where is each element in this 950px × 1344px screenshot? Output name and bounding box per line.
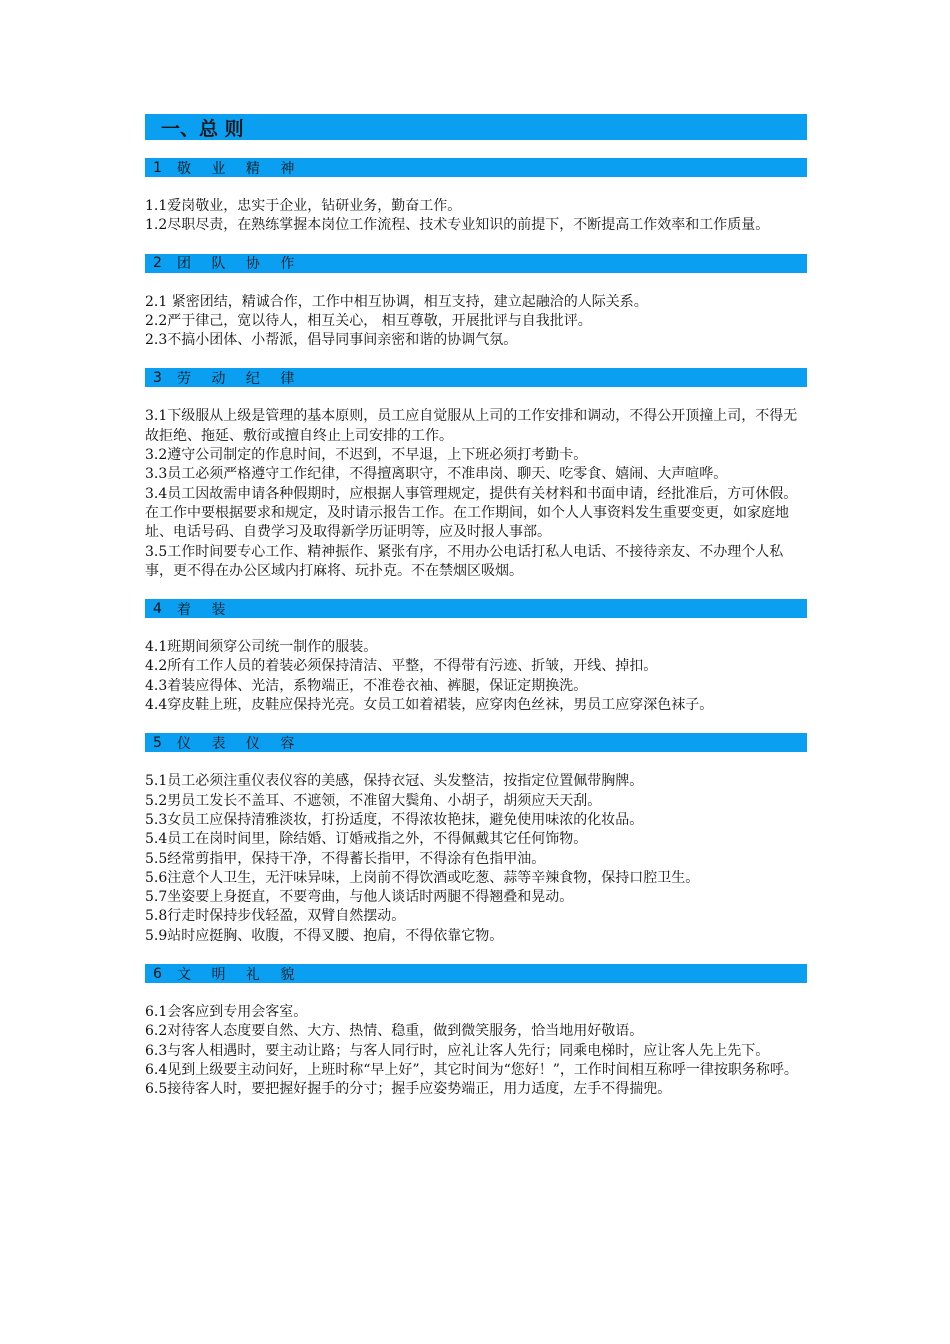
list-item: 1.2尽职尽责，在熟练掌握本岗位工作流程、技术专业知识的前提下，不断提高工作效率和工作质量。 bbox=[145, 217, 770, 234]
list-item: 2.1 紧密团结，精诚合作，工作中相互协调，相互支持，建立起融洽的人际关系。 bbox=[145, 293, 648, 310]
list-item: 6.5接待客人时，要把握好握手的分寸；握手应姿势端正，用力适度，左手不得揣兜。 bbox=[145, 1081, 672, 1098]
section-items bbox=[145, 638, 807, 715]
list-item: 6.1会客应到专用会客室。 bbox=[145, 1004, 308, 1021]
document-page bbox=[145, 114, 807, 1118]
list-item: 3.4员工因故需申请各种假期时，应根据人事管理规定，提供有关材料和书面申请，经批准后，方可休假。在工作中要根据要求和规定，及时请示报告工作。在工作期间，如个人人事资料发生重要变更，如家庭地址、电话号码、自费学习及取得新学历证明等，应及时报人事部。 bbox=[145, 485, 798, 541]
section-header bbox=[145, 254, 807, 273]
list-item: 4.3着装应得体、光洁，系物端正，不准卷衣袖、裤腿，保证定期换洗。 bbox=[145, 677, 588, 694]
section-number: 4 bbox=[153, 600, 162, 617]
section-items bbox=[145, 772, 807, 946]
list-item: 2.2严于律己，宽以待人，相互关心， 相互尊敬，开展批评与自我批评。 bbox=[145, 312, 592, 329]
section-number: 1 bbox=[153, 159, 162, 176]
section-title: 敬 业 精 神 bbox=[177, 160, 303, 177]
list-item: 5.2男员工发长不盖耳、不遮领，不准留大鬓角、小胡子，胡须应天天刮。 bbox=[145, 792, 602, 809]
list-item: 5.7坐姿要上身挺直，不要弯曲，与他人谈话时两腿不得翘叠和晃动。 bbox=[145, 889, 574, 906]
list-item: 5.5经常剪指甲，保持干净，不得蓄长指甲，不得涂有色指甲油。 bbox=[145, 850, 546, 867]
sections-container bbox=[145, 158, 807, 1100]
section-title: 劳 动 纪 律 bbox=[177, 370, 303, 387]
list-item: 5.9站时应挺胸、收腹，不得叉腰、抱肩，不得依靠它物。 bbox=[145, 927, 504, 944]
list-item: 6.3与客人相遇时，要主动让路；与客人同行时，应礼让客人先行；同乘电梯时，应让客人先上先下。 bbox=[145, 1042, 770, 1059]
section-header bbox=[145, 158, 807, 177]
section-header bbox=[145, 368, 807, 387]
list-item: 6.2对待客人态度要自然、大方、热情、稳重，做到微笑服务，恰当地用好敬语。 bbox=[145, 1023, 644, 1040]
section-title: 着 装 bbox=[177, 601, 234, 618]
list-item: 1.1爱岗敬业，忠实于企业，钻研业务，勤奋工作。 bbox=[145, 198, 462, 214]
list-item: 4.1班期间须穿公司统一制作的服装。 bbox=[145, 639, 378, 656]
list-item: 5.8行走时保持步伐轻盈，双臂自然摆动。 bbox=[145, 908, 406, 925]
section-items bbox=[145, 407, 807, 581]
section-items bbox=[145, 293, 807, 351]
section-number: 2 bbox=[153, 255, 162, 272]
list-item: 5.6注意个人卫生，无汗味异味，上岗前不得饮酒或吃葱、蒜等辛辣食物，保持口腔卫生。 bbox=[145, 869, 700, 886]
list-item: 4.4穿皮鞋上班，皮鞋应保持光亮。女员工如着裙装，应穿肉色丝袜，男员工应穿深色袜子。 bbox=[145, 697, 714, 714]
list-item: 2.3不搞小团体、小帮派，倡导同事间亲密和谐的协调气氛。 bbox=[145, 332, 518, 349]
list-item: 3.2遵守公司制定的作息时间，不迟到，不早退，上下班必须打考勤卡。 bbox=[145, 447, 588, 464]
list-item: 5.3女员工应保持清雅淡妆，打扮适度，不得浓妆艳抹，避免使用味浓的化妆品。 bbox=[145, 811, 644, 828]
section-items bbox=[145, 197, 807, 236]
list-item: 3.5工作时间要专心工作、精神振作、紧张有序，不用办公电话打私人电话、不接待亲友、不办理个人私事，更不得在办公区域内打麻将、玩扑克。不在禁烟区吸烟。 bbox=[145, 543, 784, 579]
list-item: 5.4员工在岗时间里，除结婚、订婚戒指之外，不得佩戴其它任何饰物。 bbox=[145, 831, 588, 848]
document-title: 一、总 则 bbox=[145, 114, 807, 140]
section-title: 仪 表 仪 容 bbox=[177, 735, 303, 752]
section-header bbox=[145, 964, 807, 983]
section-title: 文 明 礼 貌 bbox=[177, 966, 303, 983]
list-item: 6.4见到上级要主动问好，上班时称“早上好”，其它时间为“您好！”，工作时间相互称呼一律按职务称呼。 bbox=[145, 1061, 798, 1078]
section-header bbox=[145, 599, 807, 618]
section-number: 6 bbox=[153, 965, 162, 982]
section-items bbox=[145, 1003, 807, 1099]
section-header bbox=[145, 733, 807, 752]
section-title: 团 队 协 作 bbox=[177, 256, 303, 273]
list-item: 4.2所有工作人员的着装必须保持清洁、平整，不得带有污迹、折皱，开线、掉扣。 bbox=[145, 658, 658, 675]
list-item: 3.1下级服从上级是管理的基本原则，员工应自觉服从上司的工作安排和调动，不得公开顶撞上司，不得无故拒绝、拖延、敷衍或擅自终止上司安排的工作。 bbox=[145, 408, 798, 444]
list-item: 3.3员工必须严格遵守工作纪律，不得擅离职守，不准串岗、聊天、吃零食、嬉闹、大声喧哗。 bbox=[145, 466, 728, 483]
list-item: 5.1员工必须注重仪表仪容的美感，保持衣冠、头发整洁，按指定位置佩带胸牌。 bbox=[145, 773, 644, 790]
section-number: 3 bbox=[153, 369, 162, 386]
section-number: 5 bbox=[153, 734, 162, 751]
